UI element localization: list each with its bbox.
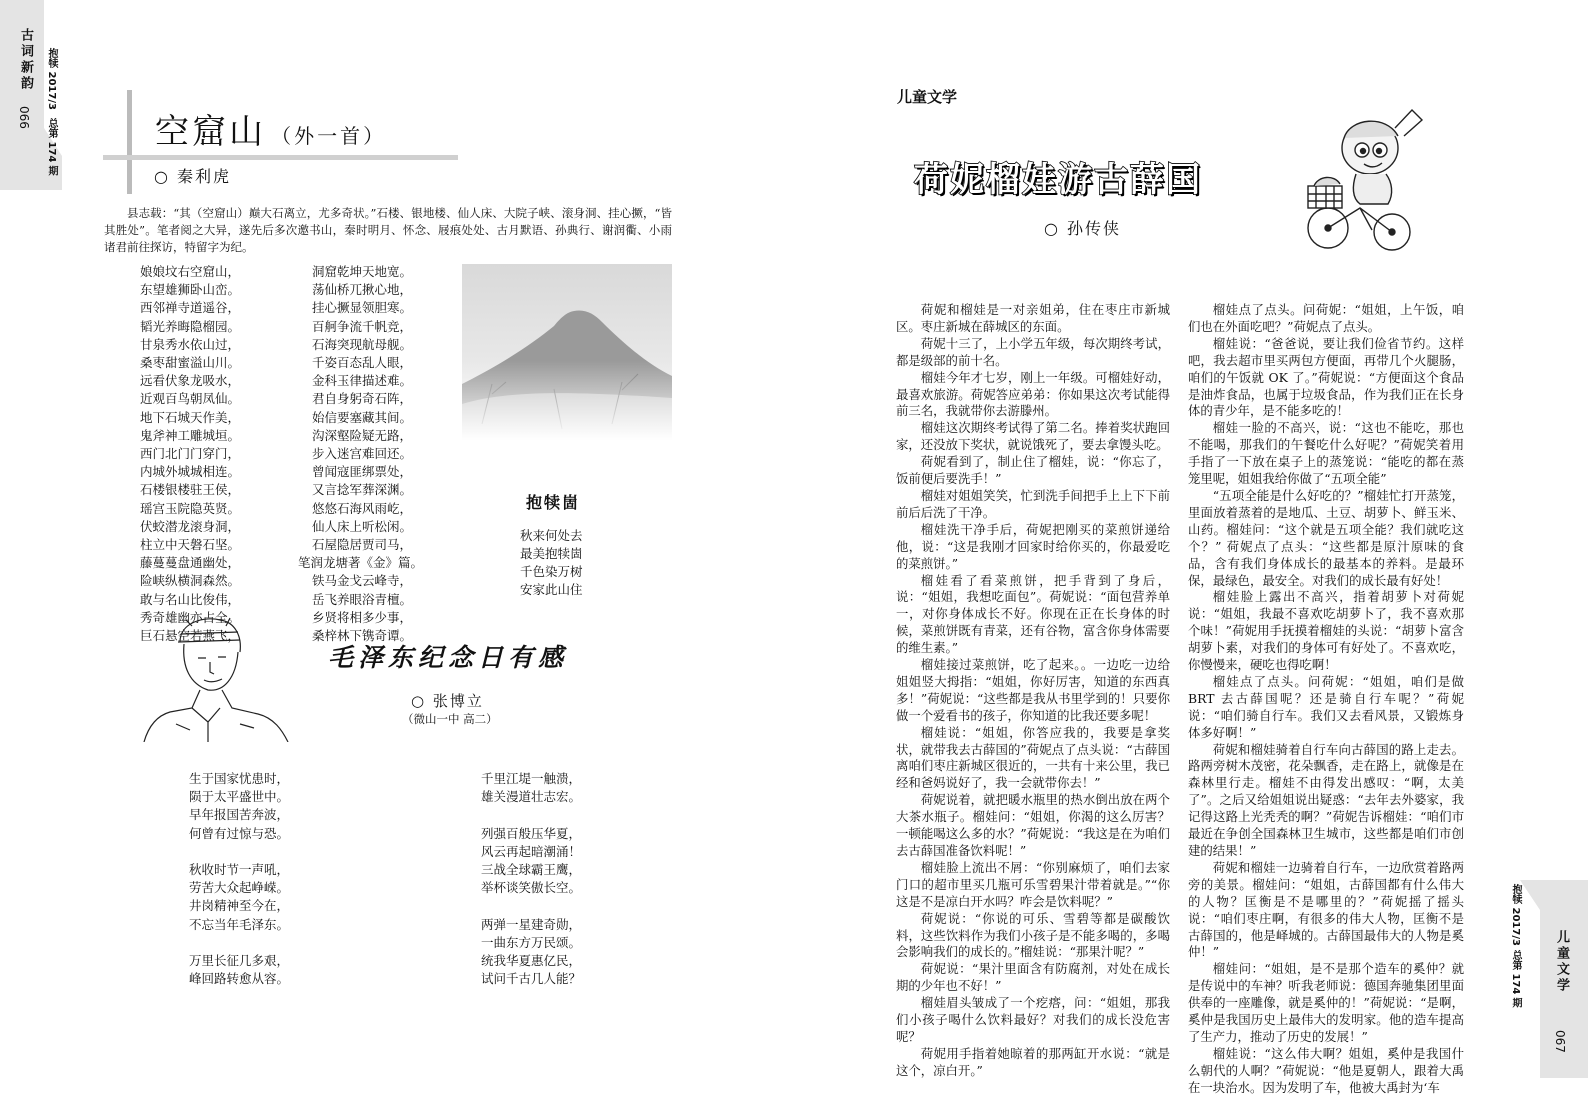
poem-line: 始信要塞藏其间。: [312, 409, 413, 425]
poem-line: 秋来何处去: [520, 528, 583, 543]
poem-line: 最美抱犊崮: [520, 546, 583, 561]
poem-line: 鬼斧神工雕城垣。: [140, 427, 241, 443]
poem-line: 统我华夏惠亿民，: [481, 953, 582, 968]
poem-line: 生于国家忧患时，: [189, 771, 290, 786]
poem-line: 内城外城城相连。: [140, 464, 241, 480]
story-paragraph: 榴娃说：“这么伟大啊？姐姐，奚仲是我国什么朝代的人啊？”荷妮说：“他是夏朝人，跟着大禹在一块治水。因为发明了车，他被大禹封为‘车: [1188, 1045, 1464, 1095]
left-page-number: 066: [17, 106, 31, 129]
poem-line: 沟深壑险疑无路，: [312, 427, 413, 443]
story-paragraph: 榴娃脸上流出不屑：“你别麻烦了，咱们去家门口的超市里买几瓶可乐雪碧果汁带着就是。”“你这是不是凉白开水吗？咋会是饮料呢？”: [896, 859, 1170, 909]
poem1-title: 空窟山: [155, 112, 266, 152]
poem-line: 西门北门门穿门，: [140, 446, 241, 462]
poem-line: 韬光养晦隐榴园。: [140, 318, 241, 334]
poem-line: 甘泉秀水依山过，: [140, 336, 241, 352]
poem-line: 早年报国苦奔波，: [189, 807, 290, 823]
poem-line: 百舸争流千帆竞，: [312, 318, 413, 334]
story-paragraph: 榴娃点了点头。问荷妮：“姐姐，咱们是做BRT 去古薛国呢？还是骑自行车呢？”荷妮说：“咱们骑自行车。我们又去看风景，又锻炼身体多好啊！”: [1188, 673, 1464, 740]
poem-line: 君自身躬奇石阵，: [312, 391, 413, 407]
poem-line: 桑枣甜蜜溢山川。: [140, 355, 241, 371]
poem1-author: ○ 秦利虎: [154, 167, 232, 186]
poem2-title: 抱犊崮: [526, 493, 581, 512]
story-paragraph: “五项全能是什么好吃的？”榴娃忙打开蒸笼，里面放着蒸着的是地瓜、土豆、胡萝卜、鲜玉米、山药。榴娃问：“这个就是五项全能？我们就吃这个？” 荷妮点了点头：“这些都是原汁原味的食品，含有我们身体成长的最基本的养料。是最环保，最绿色，最安全。对我们的成长最有好处！: [1188, 487, 1464, 588]
story-paragraph: 榴娃这次期终考试得了第二名。捧着奖状跑回家，还没放下奖状，就说饿死了，要去拿馒头吃。: [896, 420, 1170, 453]
story-paragraph: 榴娃眉头皱成了一个疙瘩，问：“姐姐，那我们小孩子喝什么饮料最好？对我们的成长没危害呢？: [896, 995, 1170, 1044]
poem-line: 劳苦大众起峥嵘。: [189, 880, 290, 896]
story-paragraph: 榴娃说：“爸爸说，要让我们俭省节约。这样吧，我去超市里买两包方便面，再带几个火腿肠，咱们的午饭就 OK 了。”荷妮说：“方便面这个食品是油炸食品，也属于垃圾食品，作为我们正在长身体的青少年，是不能多吃的！: [1188, 335, 1464, 419]
poem-line: 伏蛟潜龙滚身洞，: [140, 518, 241, 534]
story-paragraph: 榴娃看了看菜煎饼，把手背到了身后，说：“姐姐，我想吃面包”。荷妮说：“面包营养单一，对你身体成长不好。你现在正在长身体的时候，菜煎饼既有青菜，还有谷物，富含你身体需要的维生素。”: [896, 572, 1170, 656]
mountain-photo: [462, 264, 672, 440]
story-paragraph: 榴娃问：“姐姐，是不是那个造车的奚仲？就是传说中的车神？听我老师说：德国奔驰集团里面供奉的一座雕像，就是奚仲的！”荷妮说：“是啊，奚仲是我国历史上最伟大的发明家。他的造车提高了生产力，推动了历史的发展！”: [1188, 961, 1464, 1044]
story-paragraph: 榴娃点了点头。问荷妮：“姐姐，上午饭，咱们也在外面吃吧？”荷妮点了点头。: [1188, 302, 1464, 334]
poem1-intro: 县志载：“其（空窟山）巅大石离立，尤多奇状。”石楼、银地楼、仙人床、大院子峡、滚身洞、挂心撅，“皆其胜处”。笔者阅之大异，遂先后多次邀书山，秦时明月、怀念、屐痕处处、古月默语、孙典行、谢润衢、小雨诸君前往探访，特留字为纪。: [104, 206, 672, 254]
cartoon-illustration: [1300, 100, 1425, 260]
poem-line: 不忘当年毛泽东。: [189, 916, 290, 932]
left-side-tab: [0, 0, 44, 152]
story-paragraph: 榴娃一脸的不高兴，说：“这也不能吃，那也不能喝，那我们的午餐吃什么好呢？”荷妮笑着用手指了一下放在桌子上的蒸笼说：“能吃的都在蒸笼里呢，姐姐我给你做了“五项全能”: [1188, 420, 1464, 487]
story-paragraph: 荷妮用手指着她晾着的那两缸开水说：“就是这个，凉白开。”: [896, 1045, 1170, 1078]
poem-line: 石屋隐居贾司马，: [312, 537, 413, 553]
story-paragraph: 榴娃脸上露出不高兴，指着胡萝卜对荷妮说：“姐姐，我最不喜欢吃胡萝卜了，我不喜欢那个味！”荷妮用手抚摸着榴娃的头说：“胡萝卜富含胡萝卜素，对我们的身体可有好处了。不喜欢吃，你慢慢来，硬吃也得吃啊！: [1188, 589, 1464, 673]
right-issue-label: 抱犊 2017/3: [1510, 884, 1521, 946]
poem-line: 千里江堤一触溃，: [481, 771, 582, 786]
poem-line: 秀奇雄幽亦占全。: [140, 609, 241, 625]
poem-line: [481, 897, 581, 915]
poem-line: 巨石悬空若燕飞，: [140, 628, 241, 644]
story-paragraph: 荷妮和榴娃一边骑着自行车，一边欣赏着路两旁的美景。榴娃问：“姐姐，古薛国都有什么伟大的人物？匡衡是不是哪里的？”荷妮摇了摇头说：“咱们枣庄啊，有很多的伟大人物，匡衡不是古薛国的，他是峄城的。古薛国最伟大的人物是奚仲！”: [1188, 859, 1464, 960]
poem3-column-2: [481, 770, 581, 988]
poem-line: 东望雄狮卧山峦。: [140, 282, 241, 298]
title-horizontal-bar: [103, 155, 458, 160]
poem-line: 三战全球霸王鹰，: [481, 862, 582, 877]
poem-line: 远看伏象龙吸水，: [140, 373, 241, 389]
poem-line: [189, 843, 289, 861]
story-paragraph: 榴娃接过菜煎饼，吃了起来。。一边吃一边给姐姐竖大拇指：“姐姐，你好厉害，知道的东西真多！”荷妮说：“这些都是我从书里学到的！只要你做一个爱看书的孩子，你知道的比我还要多呢！: [896, 657, 1170, 723]
poem-line: 金科玉律描述难。: [312, 373, 413, 389]
story-paragraph: 荷妮说着，就把暖水瓶里的热水倒出放在两个大茶水瓶子。榴娃问：“姐姐，你渴的这么厉害？一顿能喝这么多的水？”荷妮说：“我这是在为咱们去古薛国准备饮料呢！”: [896, 792, 1170, 858]
right-page-number: 067: [1553, 1030, 1567, 1053]
poem-line: 地下石城天作美，: [140, 409, 241, 425]
story-column-2: [1188, 302, 1464, 1097]
right-side-tab: [1520, 880, 1588, 1078]
story-author: ○ 孙传侠: [1044, 219, 1122, 238]
poem-line: 风云再起暗潮涌！: [481, 843, 582, 859]
poem-line: 挂心撅显领胆寒。: [312, 300, 413, 316]
story-paragraph: 荷妮和榴娃骑着自行车向古薛国的路上走去。路两旁树木茂密，花朵飘香，走在路上，就像是在森林里行走。榴娃不由得发出感叹：“啊，太美了”。之后又给姐姐说出疑惑：“去年去外婆家，我记得这路上光秃秃的啊？”荷妮告诉榴娃：“咱们市最近在争创全国森林卫生城市，这些都是咱们市创建的结果！”: [1188, 741, 1464, 858]
story-paragraph: 榴娃洗干净手后，荷妮把刚买的菜煎饼递给他，说：“这是我刚才回家时给你买的，你最爱吃的菜煎饼。”: [896, 521, 1170, 571]
story-paragraph: 荷妮说：“你说的可乐、雪碧等都是碳酸饮料，这些饮料作为我们小孩子是不能多喝的，多喝会影响我们的成长的。”榴娃说：“那果汁呢？”: [896, 910, 1170, 960]
poem-line: 曾闻寇匪绑票处，: [312, 464, 413, 480]
poem-line: 又言捻军葬深渊。: [312, 482, 413, 498]
poem3-author: ○ 张博立: [411, 692, 484, 710]
story-paragraph: 荷妮看到了，制止住了榴娃，说：“你忘了，饭前便后要洗手！”: [896, 454, 1170, 487]
poem-line: 千姿百态乱人眼，: [312, 355, 413, 371]
poem-line: 秋收时节一声吼，: [189, 862, 290, 877]
right-section-tab-label: 儿童文学: [1554, 930, 1569, 994]
portrait-sketch: [140, 612, 290, 742]
title-vertical-bar: [127, 90, 132, 194]
poem-line: 洞窟乾坤天地宽。: [312, 264, 413, 279]
poem-line: 峰回路转愈从容。: [189, 971, 290, 987]
poem-line: 陨于太平盛世中。: [189, 789, 290, 805]
poem1-title-suffix: （外一首）: [271, 124, 387, 148]
poem-line: 雄关漫道壮志宏。: [481, 789, 582, 805]
poem-line: 藤蔓蔓盘通幽处，: [140, 555, 241, 571]
poem-line: 西邻禅寺道遥谷，: [140, 300, 241, 316]
poem-line: 安家此山住: [520, 582, 583, 597]
poem-line: 千色染万树: [520, 564, 583, 579]
poem-line: 笔润龙塘著《金》篇。: [298, 555, 424, 571]
left-issue-label: 抱犊 2017/3: [46, 48, 57, 110]
poem-line: 瑶宫玉院隐英贤。: [140, 500, 241, 516]
story-paragraph: 榴娃今年才七岁，刚上一年级。可榴娃好动，最喜欢旅游。荷妮答应弟弟：你如果这次考试能得前三名，我就带你去游滕州。: [896, 369, 1170, 419]
left-total-issue: 总第 174 期: [46, 118, 57, 176]
poem-line: 仙人床上听松闲。: [312, 518, 413, 534]
poem-line: 井岗精神至今在，: [189, 898, 290, 914]
right-section-label: 儿童文学: [897, 88, 958, 106]
poem-line: 柱立中天磐石坚。: [140, 537, 241, 553]
poem-line: [481, 806, 581, 824]
story-column-1: [896, 302, 1170, 1080]
poem-line: 桑梓林下镌奇谭。: [312, 628, 413, 644]
poem-line: 万里长征几多艰，: [189, 953, 290, 968]
poem-line: 荡仙桥兀揪心地，: [312, 282, 413, 298]
poem3-column-1: [189, 770, 289, 988]
poem-line: 悠悠石海风雨屹，: [312, 500, 413, 516]
poem-line: 娘娘坟右空窟山，: [140, 264, 241, 279]
story-paragraph: 榴娃对姐姐笑笑，忙到洗手间把手上上下下前前后后洗了干净。: [896, 487, 1170, 520]
poem2-lines: [520, 527, 583, 599]
poem-line: [189, 934, 289, 952]
poem-line: 敢与名山比俊伟，: [140, 591, 241, 607]
poem3-school: （微山一中 高二）: [402, 712, 498, 726]
poem-line: 近观百鸟朝凤仙。: [140, 391, 241, 407]
poem-line: 石海突现航母舰。: [312, 336, 413, 352]
poem-line: 列强百般压华夏，: [481, 825, 582, 841]
poem3-title: 毛泽东纪念日有感: [328, 643, 569, 672]
poem-line: 一曲东方万民颂。: [481, 934, 582, 950]
poem-line: 乡贤将相多少事，: [312, 609, 413, 625]
poem-line: 何曾有过惊与恐。: [189, 825, 290, 841]
poem-line: 步入迷宫难回还。: [312, 446, 413, 462]
poem-line: 两弹一星建奇勋，: [481, 916, 582, 932]
story-paragraph: 榴娃说：“姐姐，你答应我的，我要是拿奖状，就带我去古薛国的”荷妮点了点头说：“古薛国离咱们枣庄新城区很近的，一共有十来公里，我已经和爸妈说好了，我一会就带你去！”: [896, 724, 1170, 791]
story-paragraph: 荷妮和榴娃是一对亲姐弟，住在枣庄市新城区。枣庄新城在薛城区的东面。: [896, 302, 1170, 334]
poem1-column-1: [140, 263, 240, 645]
story-paragraph: 荷妮十三了，上小学五年级，每次期终考试，都是级部的前十名。: [896, 335, 1170, 368]
tab-shape: [0, 0, 70, 190]
poem-line: 险峡纵横洞森然。: [140, 573, 241, 589]
right-total-issue: 总第 174 期: [1510, 950, 1521, 1008]
poem-line: 试问千古几人能？: [481, 971, 582, 987]
poem1-column-2: [298, 263, 423, 645]
left-section-label: 古词新韵: [18, 28, 33, 92]
poem-line: 铁马金戈云峰寺，: [312, 573, 413, 589]
poem1-title-block: [155, 104, 386, 153]
poem-line: 举杯谈笑傲长空。: [481, 880, 582, 896]
story-paragraph: 荷妮说：“果汁里面含有防腐剂，对处在成长期的少年也不好！”: [896, 961, 1170, 994]
poem-line: 岳飞养眼浴青檀。: [312, 591, 413, 607]
poem-line: 石楼银楼驻王侯，: [140, 482, 241, 498]
story-title: 荷妮榴娃游古薛国: [914, 160, 1202, 200]
